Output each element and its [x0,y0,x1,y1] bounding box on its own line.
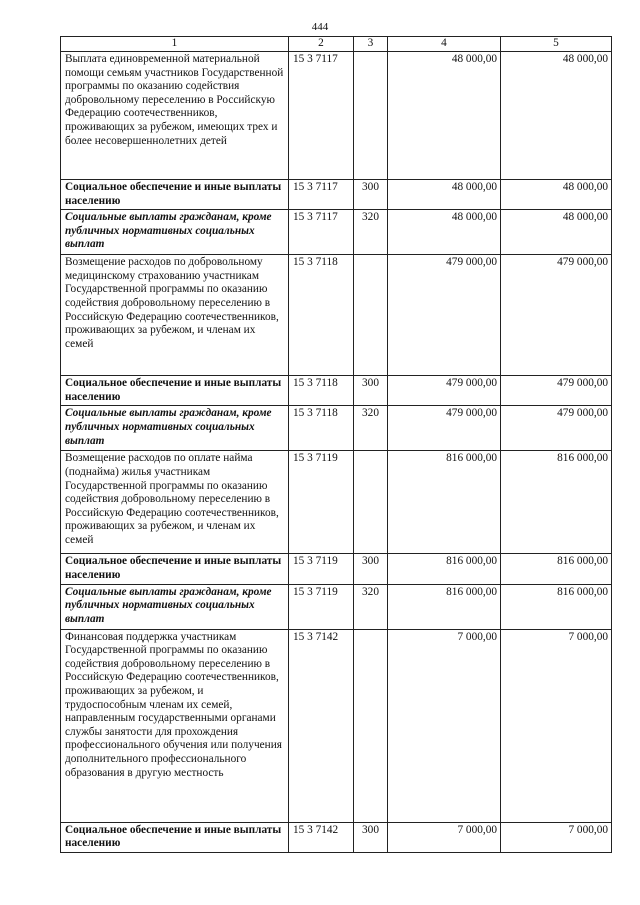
row-sum-2: 479 000,00 [501,255,612,376]
table-row [61,406,612,451]
row-type: 300 [354,554,388,584]
table-body [61,52,612,853]
table-header [61,37,612,52]
table-row [61,210,612,255]
row-sum-2: 7 000,00 [501,822,612,852]
row-type: 300 [354,822,388,852]
row-type [354,255,388,376]
row-sum-2: 48 000,00 [501,210,612,255]
header-row [61,37,612,52]
row-sum-2: 7 000,00 [501,629,612,822]
row-sum-2: 48 000,00 [501,52,612,180]
row-name: Социальные выплаты гражданам, кроме публичных нормативных социальных выплат [61,210,289,255]
row-type: 320 [354,210,388,255]
column-header-sum-2: 5 [501,37,612,52]
row-code: 15 3 7142 [289,822,354,852]
row-code: 15 3 7119 [289,554,354,584]
row-sum-2: 816 000,00 [501,451,612,554]
row-code: 15 3 7117 [289,52,354,180]
row-name: Социальное обеспечение и иные выплаты населению [61,822,289,852]
row-code: 15 3 7117 [289,180,354,210]
row-name: Возмещение расходов по оплате найма (поднайма) жилья участникам Государственной программы по оказанию содействия добровольному переселению в Российскую Федерацию соотечественников, проживающих за рубежом, и членам их семей [61,451,289,554]
row-sum-1: 48 000,00 [388,180,501,210]
row-name: Выплата единовременной материальной помощи семьям участников Государственной программы по оказанию содействия добровольному переселению в Российскую Федерацию соотечественников, проживающих за рубежом, имеющих трех и более несовершеннолетних детей [61,52,289,180]
row-name: Социальное обеспечение и иные выплаты населению [61,180,289,210]
row-name: Финансовая поддержка участникам Государственной программы по оказанию содействия добровольному переселению в Российскую Федерацию соотечественников, проживающих за рубежом, и трудоспособным членам их семей, направленным государственными органами службы занятости для прохождения профессионального обучения или получения дополнительного профессионального образования в другую местность [61,629,289,822]
column-header-code: 2 [289,37,354,52]
row-name: Социальные выплаты гражданам, кроме публичных нормативных социальных выплат [61,406,289,451]
row-sum-2: 48 000,00 [501,180,612,210]
table-row [61,180,612,210]
row-sum-1: 48 000,00 [388,52,501,180]
table-row [61,255,612,376]
table-row [61,554,612,584]
row-type: 300 [354,376,388,406]
row-name: Социальные выплаты гражданам, кроме публичных нормативных социальных выплат [61,584,289,629]
row-code: 15 3 7119 [289,451,354,554]
table-row [61,451,612,554]
row-type [354,451,388,554]
row-sum-1: 479 000,00 [388,255,501,376]
row-code: 15 3 7142 [289,629,354,822]
row-type [354,629,388,822]
row-sum-2: 479 000,00 [501,406,612,451]
table-row [61,629,612,822]
row-sum-1: 816 000,00 [388,554,501,584]
column-header-sum-1: 4 [388,37,501,52]
row-code: 15 3 7119 [289,584,354,629]
column-header-type: 3 [354,37,388,52]
table-row [61,52,612,180]
row-type [354,52,388,180]
row-sum-1: 48 000,00 [388,210,501,255]
page-number: 444 [311,21,329,33]
table-row [61,376,612,406]
row-sum-1: 479 000,00 [388,406,501,451]
row-code: 15 3 7118 [289,255,354,376]
row-sum-1: 7 000,00 [388,822,501,852]
row-code: 15 3 7118 [289,406,354,451]
budget-table [60,36,612,853]
row-sum-1: 479 000,00 [388,376,501,406]
row-name: Социальное обеспечение и иные выплаты населению [61,554,289,584]
row-sum-1: 816 000,00 [388,451,501,554]
table-row [61,822,612,852]
row-sum-1: 816 000,00 [388,584,501,629]
row-type: 320 [354,406,388,451]
column-header-name: 1 [61,37,289,52]
row-code: 15 3 7117 [289,210,354,255]
row-sum-2: 479 000,00 [501,376,612,406]
row-sum-2: 816 000,00 [501,584,612,629]
table-row [61,584,612,629]
row-code: 15 3 7118 [289,376,354,406]
row-name: Социальное обеспечение и иные выплаты населению [61,376,289,406]
row-sum-1: 7 000,00 [388,629,501,822]
row-type: 320 [354,584,388,629]
row-name: Возмещение расходов по добровольному медицинскому страхованию участникам Государственной программы по оказанию содействия добровольному переселению в Российскую Федерацию соотечественников, проживающих за рубежом, и членам их семей [61,255,289,376]
row-type: 300 [354,180,388,210]
row-sum-2: 816 000,00 [501,554,612,584]
